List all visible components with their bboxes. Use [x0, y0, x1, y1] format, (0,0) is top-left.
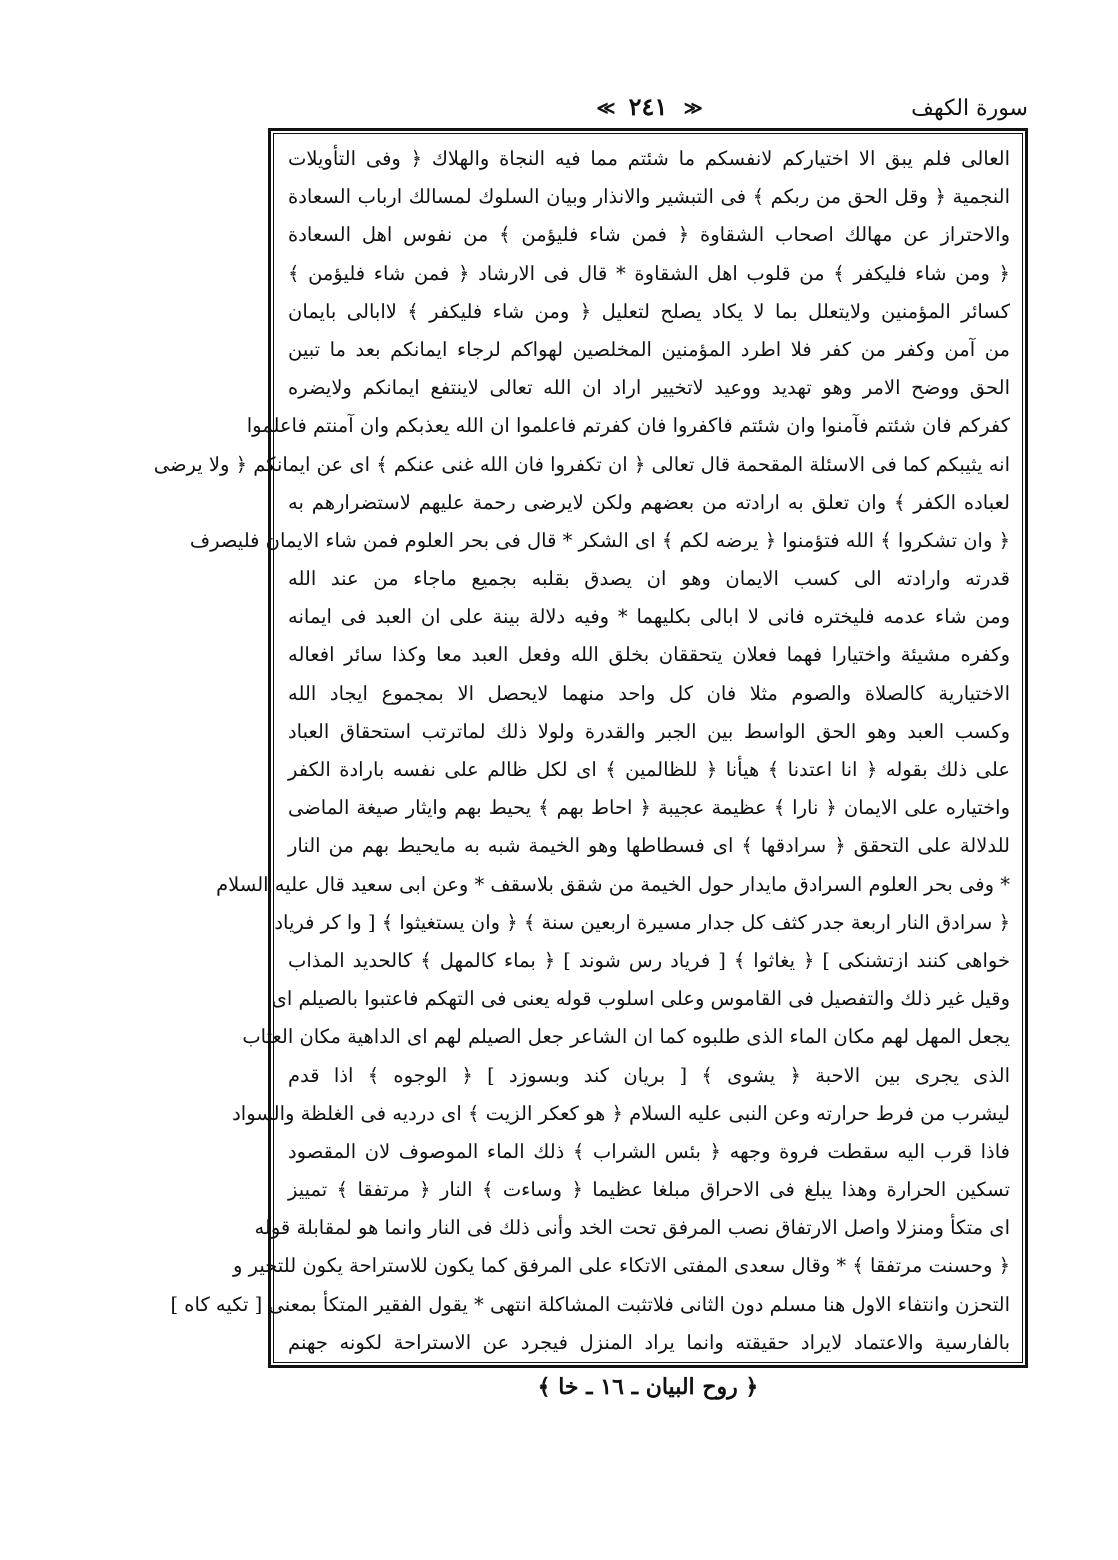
- text-line: * وفى بحر العلوم السرادق مايدار حول الخيمة من شقق بلاسقف * وعن ابى سعيد قال عليه السلام: [216, 872, 1010, 896]
- body-text: [153, 140, 1010, 1362]
- text-line: وكفره مشيئة واختيارا فهما فعلان يتحققان بخلق الله وفعل العبد معا وكذا سائر افعاله: [288, 643, 1010, 667]
- text-line: الذى يجرى بين الاحبة ﴿ يشوى ﴾ [ بريان كند وبسوزد ] ﴿ الوجوه ﴾ اذا قدم: [288, 1063, 1010, 1087]
- text-line: كسائر المؤمنين ولايتعلل بما لا يكاد يصلح لتعليل ﴿ ومن شاء فليكفر ﴾ لاابالى بايمان: [288, 299, 1010, 323]
- text-line: ﴿ وان تشكروا ﴾ الله فتؤمنوا ﴿ يرضه لكم ﴾ اى الشكر * قال فى بحر العلوم فمن شاء الايمان فليصرف: [189, 528, 1010, 552]
- page-number: ٢٤١: [628, 92, 668, 121]
- ornament-left-icon: ≫: [596, 98, 613, 119]
- text-line: والاحتراز عن مهالك اصحاب الشقاوة ﴿ فمن شاء فليؤمن ﴾ من نفوس اهل السعادة: [288, 223, 1010, 247]
- text-line: للدلالة على التحقق ﴿ سرادقها ﴾ اى فسطاطها وهو الخيمة شبه به مايحيط بهم من النار: [288, 834, 1010, 858]
- text-line: كفركم فان شئتم فآمنوا وان شئتم فاكفروا فان كفرتم فاعلموا ان الله يعذبكم وان آمنتم فاعلموا: [246, 414, 1010, 438]
- text-line: بالفارسية والاعتماد لايراد حقيقته وانما يراد المنزل فيجرد عن الاستراحة لكونه جهنم: [288, 1330, 1010, 1354]
- text-line: واختياره على الايمان ﴿ نارا ﴾ عظيمة عجيبة ﴿ احاط بهم ﴾ يحيط بهم وايثار صيغة الماضى: [288, 796, 1010, 820]
- text-line: الاختيارية كالصلاة والصوم مثلا فان كل واحد منهما لايحصل الا بمجموع ايجاد الله: [288, 681, 1010, 705]
- text-line: ﴿ سرادق النار اربعة جدر كثف كل جدار مسيرة اربعين سنة ﴾ ﴿ وان يستغيثوا ﴾ [ وا كر فرياد: [274, 910, 1010, 934]
- text-line: يجعل المهل لهم مكان الماء الذى طلبوه كما ان الشاعر جعل الصيلم لهم اى الداهية مكان العتاب: [242, 1025, 1010, 1049]
- surah-title: سورة الكهف: [911, 96, 1028, 121]
- text-line: من آمن وكفر من كفر فلا اطرد المؤمنين المخلصين لهواكم لرجاء ايمانكم بعد ما تبين: [288, 337, 1010, 361]
- page-number-block: [268, 92, 1028, 121]
- text-line: ﴿ ومن شاء فليكفر ﴾ من قلوب اهل الشقاوة * قال فى الارشاد ﴿ فمن شاء فليؤمن ﴾: [288, 261, 1010, 285]
- ornament-right-icon: ≪: [683, 98, 700, 119]
- text-line: ﴿ وحسنت مرتفقا ﴾ * وقال سعدى المفتى الاتكاء على المرفق كما يكون للاستراحة يكون للتحير و: [233, 1254, 1010, 1278]
- text-line: تسكين الحرارة وهذا يبلغ فى الاحراق مبلغا عظيما ﴿ وساءت ﴾ النار ﴿ مرتفقا ﴾ تمييز: [288, 1178, 1010, 1202]
- page-footer: ﴿ روح البيان ـ ١٦ ـ خا ﴾: [537, 1374, 759, 1400]
- page-header: [268, 92, 1028, 128]
- text-line: لعباده الكفر ﴾ وان تعلق به ارادته من بعضهم ولكن لايرضى رحمة عليهم لاستضرارهم به: [288, 490, 1010, 514]
- text-line: قدرته وارادته الى كسب الايمان وهو ان يصدق بقلبه بجميع ماجاء من عند الله: [288, 567, 1010, 591]
- text-line: على ذلك بقوله ﴿ انا اعتدنا ﴾ هيأنا ﴿ للظالمين ﴾ اى لكل ظالم على نفسه بارادة الكفر: [288, 758, 1010, 781]
- text-line: النجمية ﴿ وقل الحق من ربكم ﴾ فى التبشير والانذار وبيان السلوك لمسالك ارباب السعادة: [288, 185, 1010, 209]
- text-line: التحزن وانتفاء الاول هنا مسلم دون الثانى فلاتثبت المشاكلة انتهى * يقول الفقير المتكأ بمعنى [ تكيه كاه ]: [170, 1292, 1010, 1316]
- text-line: ومن شاء عدمه فليختره فانى لا ابالى بكليهما * وفيه دلالة بينة على ان العبد فى ايمانه: [288, 605, 1010, 629]
- text-line: خواهى كنند ازتشنكى ] ﴿ يغاثوا ﴾ [ فرياد رس شوند ] ﴿ بماء كالمهل ﴾ كالحديد المذاب: [288, 948, 1010, 972]
- text-line: وقيل غير ذلك والتفصيل فى القاموس وعلى اسلوب قوله يعنى فى التهكم فاعتبوا بالصيلم اى: [271, 987, 1010, 1011]
- text-line: العالى فلم يبق الا اختياركم لانفسكم ما شئتم مما فيه النجاة والهلاك ﴿ وفى التأويلات: [288, 147, 1010, 170]
- text-line: انه يثيبكم كما فى الاسئلة المقحمة قال تعالى ﴿ ان تكفروا فان الله غنى عنكم ﴾ اى عن ايمانكم ﴿ ولا يرضى: [153, 452, 1010, 476]
- text-line: الحق ووضح الامر وهو تهديد ووعيد لاتخيير اراد ان الله تعالى لاينتفع ايمانكم ولايضره: [288, 376, 1010, 400]
- text-line: فاذا قرب اليه سقطت فروة وجهه ﴿ بئس الشراب ﴾ ذلك الماء الموصوف لان المقصود: [288, 1139, 1010, 1163]
- text-line: ليشرب من فرط حرارته وعن النبى عليه السلام ﴿ هو كعكر الزيت ﴾ اى درديه فى الغلظة والسواد: [232, 1101, 1010, 1125]
- text-line: وكسب العبد وهو الحق الواسط بين الجبر والقدرة ولولا ذلك لماترتب استحقاق العباد: [288, 719, 1010, 743]
- text-line: اى متكأ ومنزلا واصل الارتفاق نصب المرفق تحت الخد وأنى ذلك فى النار وانما هو لمقابلة قوله: [254, 1216, 1010, 1240]
